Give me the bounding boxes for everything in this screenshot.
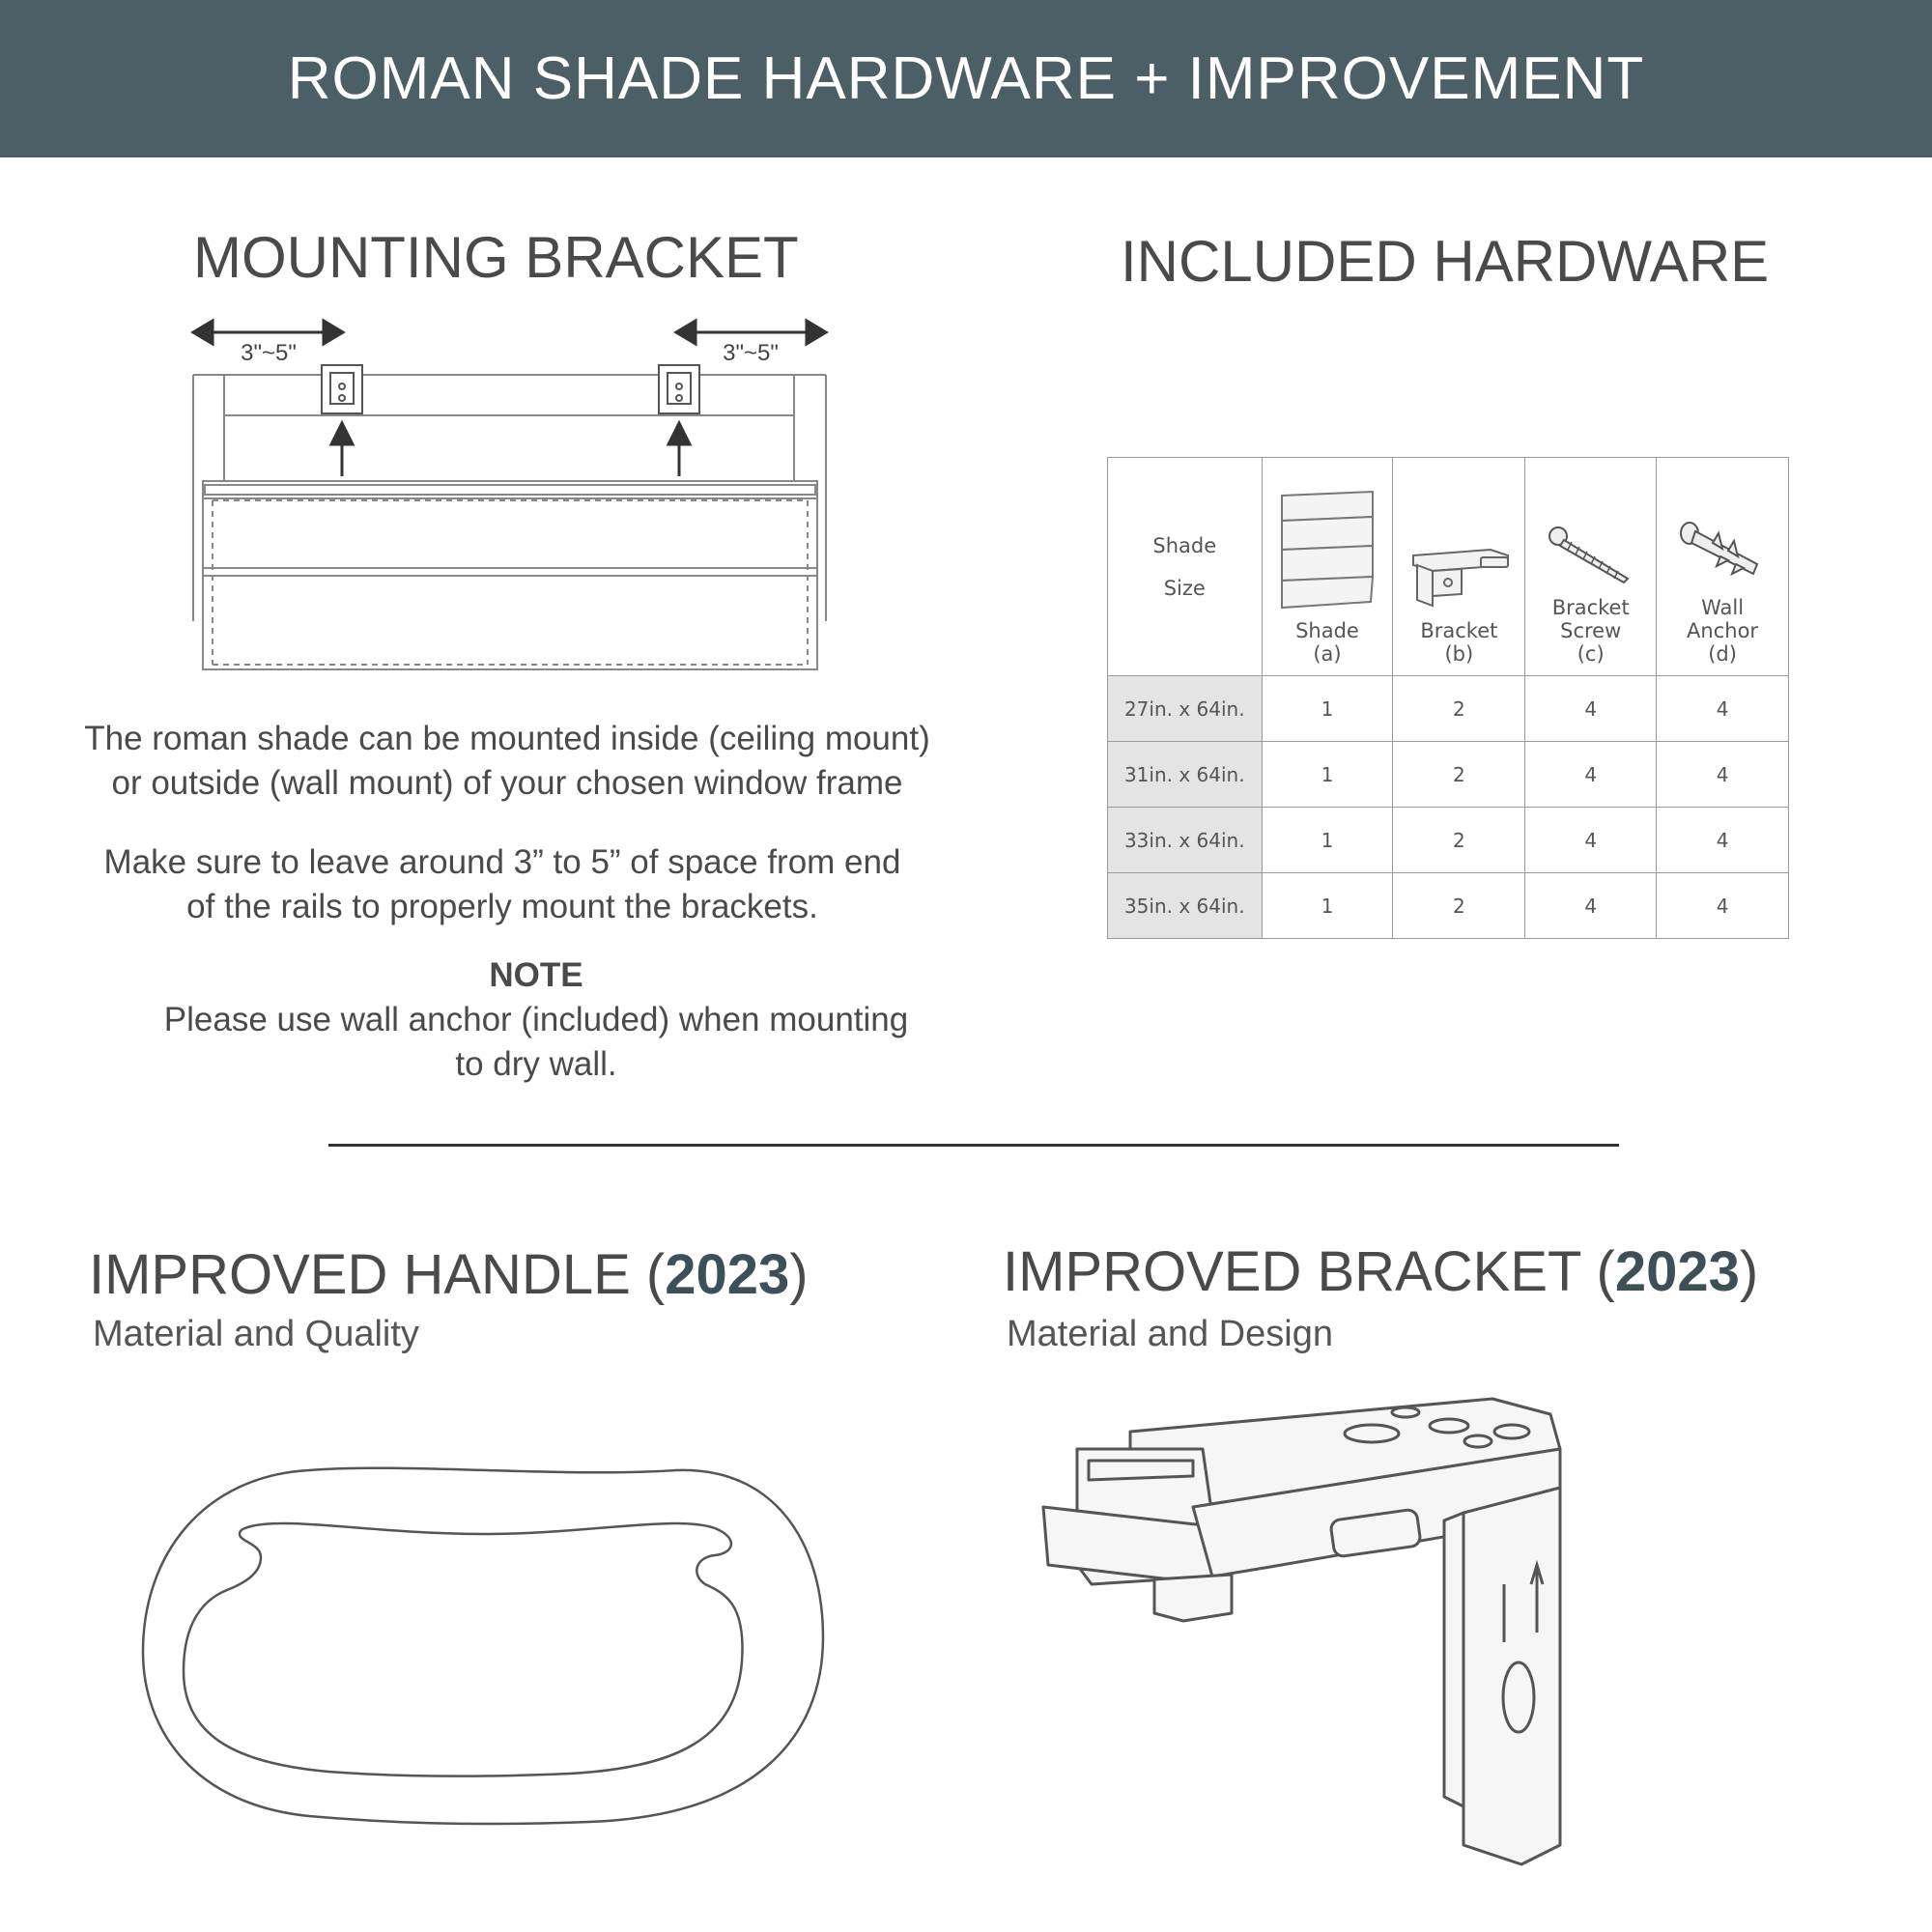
- screw-qty: 4: [1525, 676, 1657, 742]
- shade-qty: 1: [1262, 676, 1393, 742]
- size-header: Shade Size: [1108, 458, 1263, 676]
- improved-handle-title: IMPROVED HANDLE (2023): [89, 1243, 809, 1306]
- anchor-qty: 4: [1657, 742, 1789, 808]
- table-row: [1108, 742, 1789, 808]
- screw-qty: 4: [1525, 808, 1657, 873]
- size-cell: 33in. x 64in.: [1108, 808, 1263, 873]
- shade-illustration: [203, 481, 817, 669]
- improved-handle-subtitle: Material and Quality: [93, 1314, 419, 1354]
- size-cell: 31in. x 64in.: [1108, 742, 1263, 808]
- rail-bracket-left: [322, 365, 362, 413]
- screw-qty: 4: [1525, 742, 1657, 808]
- table-row: [1108, 873, 1789, 939]
- bracket-qty: 2: [1393, 873, 1525, 939]
- bracket-icon: [1404, 536, 1515, 613]
- anchor-icon: [1674, 518, 1771, 590]
- handle-year: 2023: [665, 1243, 790, 1306]
- handle-illustration: [135, 1449, 840, 1835]
- mounting-description: The roman shade can be mounted inside (ceiling mount) or outside (wall mount) of your chosen window frame: [84, 720, 930, 802]
- bracket-illustration: [1038, 1391, 1715, 1874]
- column-shade: Shade (a): [1262, 458, 1393, 676]
- section-divider: [328, 1144, 1619, 1147]
- up-arrow-right: [668, 423, 690, 476]
- column-wall-anchor: Wall Anchor (d): [1657, 458, 1789, 676]
- note-title: NOTE: [489, 956, 583, 994]
- dimension-label-right: 3"~5": [723, 340, 779, 366]
- dimension-label-left: 3"~5": [241, 340, 297, 366]
- mounting-diagram: [184, 307, 840, 674]
- bracket-qty: 2: [1393, 808, 1525, 873]
- screw-qty: 4: [1525, 873, 1657, 939]
- shade-qty: 1: [1262, 873, 1393, 939]
- bracket-year: 2023: [1614, 1240, 1740, 1303]
- column-bracket-screw: Bracket Screw (c): [1525, 458, 1657, 676]
- rail-bracket-right: [659, 365, 699, 413]
- screw-icon: [1543, 523, 1639, 590]
- shade-qty: 1: [1262, 742, 1393, 808]
- size-cell: 27in. x 64in.: [1108, 676, 1263, 742]
- spacing-instructions: Make sure to leave around 3” to 5” of space from end of the rails to properly mount the brackets.: [103, 843, 901, 925]
- column-bracket: Bracket (b): [1393, 458, 1525, 676]
- anchor-qty: 4: [1657, 676, 1789, 742]
- anchor-qty: 4: [1657, 808, 1789, 873]
- included-hardware-title: INCLUDED HARDWARE: [1121, 229, 1770, 294]
- header-banner: [0, 0, 1932, 157]
- improved-bracket-title: IMPROVED BRACKET (2023): [1003, 1240, 1759, 1303]
- mounting-bracket-title: MOUNTING BRACKET: [193, 225, 799, 290]
- anchor-qty: 4: [1657, 873, 1789, 939]
- shade-icon: [1274, 488, 1380, 613]
- table-row: [1108, 808, 1789, 873]
- table-row: [1108, 676, 1789, 742]
- improved-bracket-subtitle: Material and Design: [1007, 1314, 1333, 1354]
- up-arrow-left: [331, 423, 353, 476]
- note-block: NOTE Please use wall anchor (included) when mounting to dry wall.: [87, 953, 985, 1087]
- hardware-table: [1107, 457, 1789, 939]
- table-header-row: [1108, 458, 1789, 676]
- shade-qty: 1: [1262, 808, 1393, 873]
- page-title: ROMAN SHADE HARDWARE + IMPROVEMENT: [287, 45, 1645, 112]
- size-cell: 35in. x 64in.: [1108, 873, 1263, 939]
- bracket-qty: 2: [1393, 676, 1525, 742]
- bracket-qty: 2: [1393, 742, 1525, 808]
